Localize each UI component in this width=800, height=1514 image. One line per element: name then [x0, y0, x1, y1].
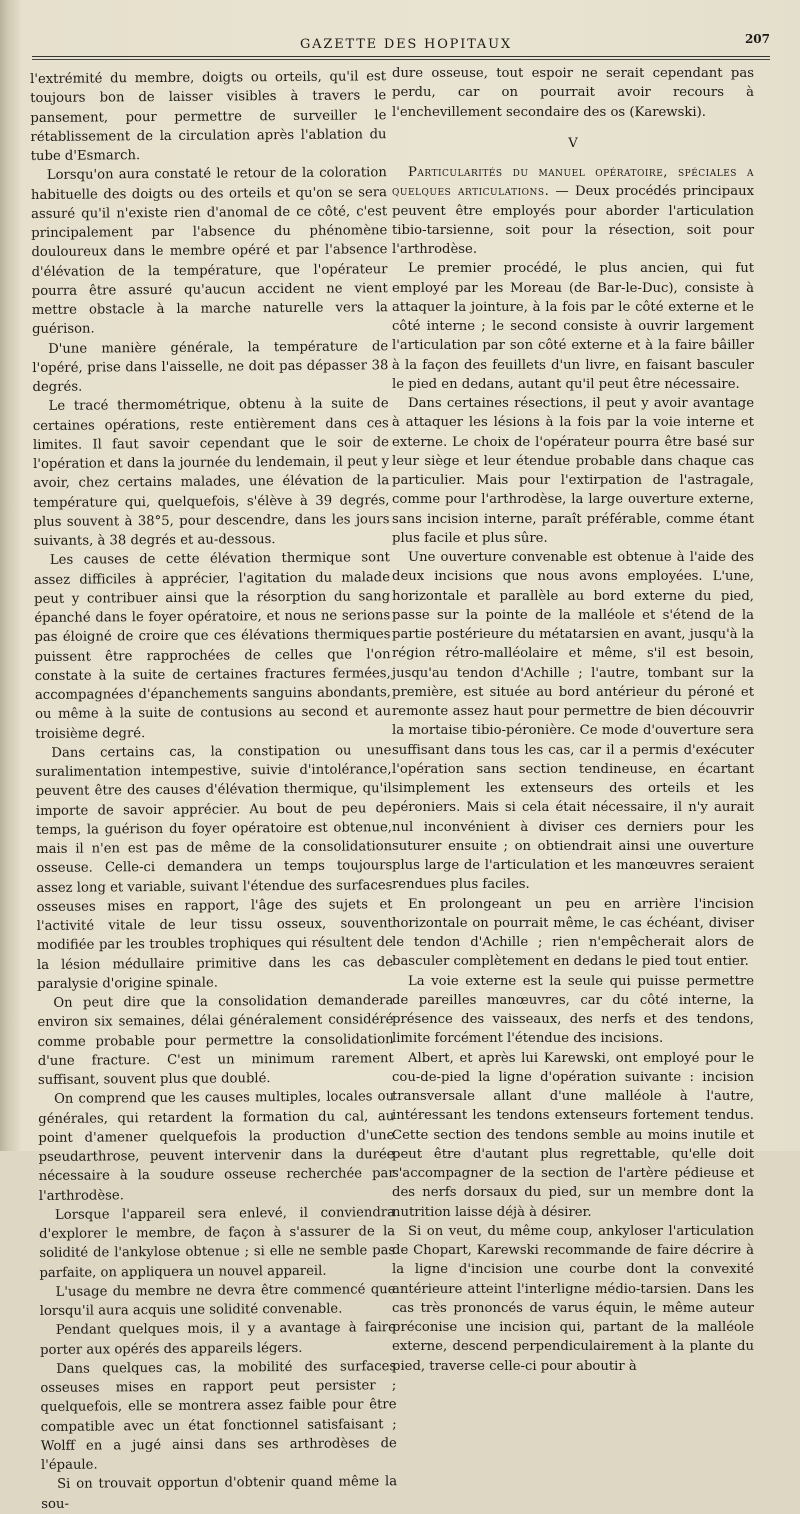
header-rule [32, 56, 770, 57]
paragraph: D'une manière générale, la température de l'opéré, prise dans l'aisselle, ne doit pas dépasser 38 degrés. [32, 338, 389, 395]
section-heading: Particularités du manuel opératoire, spéciales a quelques articulations. [392, 165, 754, 200]
paragraph: On peut dire que la consolidation demandera environ six semaines, délai généralement considéré comme probable pour permettre la consolidation d'une fracture. C'est un minimum rarement suffisant, souvent plus que doublé. [37, 993, 394, 1088]
paragraph: Albert, et après lui Karewski, ont employé pour le cou-de-pied la ligne d'opération suivante : incision transversale allant d'une malléole à l'autre, intéressant les tendons extenseurs fortement tendus. Cette section des tendons semble au moins inutile et peut être d'autant plus regrettable, qu'elle doit s'accompagner de la section de l'artère pédieuse et des nerfs dorsaux du pied, sur un membre dont la nutrition laisse déjà à désirer. [392, 1050, 754, 1220]
paragraph-continuation: dure osseuse, tout espoir ne serait cependant pas perdu, car on pourrait avoir recours à l'enchevillement secondaire des os (Karewski). [392, 66, 754, 120]
paragraph: Une ouverture convenable est obtenue à l'aide des deux incisions que nous avons employées. L'une, horizontale et parallèle au bord externe du pied, passe sur la pointe de la malléole et s'étend de la partie postérieure du métatarsien en avant, jusqu'à la région rétro-malléolaire et même, s'il est besoin, jusqu'au tendon d'Achille ; l'autre, tombant sur la première, est située au bord antérieur du péroné et remonte assez haut pour permettre de bien découvrir la mortaise tibio-péronière. Ce mode d'ouverture sera suffisant dans tous les cas, car il a permis d'exécuter l'opération sans section tendineuse, en écartant simplement les extenseurs des orteils et les péroniers. Mais si cela était nécessaire, il n'y aurait nul inconvénient à diviser ces derniers pour les suturer ensuite ; on obtiendrait ainsi une ouverture plus large de l'articulation et les manœuvres seraient rendues plus faciles. [392, 550, 754, 893]
section-number: V [568, 135, 578, 151]
header-rule-double [32, 59, 770, 60]
paragraph: La voie externe est la seule qui puisse permettre de pareilles manœuvres, car du côté interne, la présence des vaisseaux, des nerfs et des tendons, limite forcément l'étendue des incisions. [392, 973, 754, 1047]
paragraph: Si on trouvait opportun d'obtenir quand même la sou- [41, 1474, 398, 1512]
paragraph: L'usage du membre ne devra être commencé que lorsqu'il aura acquis une solidité convenable. [39, 1281, 396, 1319]
section-paragraph [392, 163, 754, 259]
paragraph: Dans certaines résections, il peut y avoir avantage à attaquer les lésions à la fois par la voie interne et externe. Le choix de l'opérateur pourra être basé sur leur siège et leur étendue probable dans chaque cas particulier. Mais pour l'extirpation de l'astragale, comme pour l'arthrodèse, la large ouverture externe, sans incision interne, paraît préférable, comme étant plus facile et plus sûre. [392, 396, 754, 546]
page-number: 207 [744, 32, 770, 46]
paragraph: Lorsque l'appareil sera enlevé, il conviendra d'explorer le membre, de façon à s'assurer de la solidité de l'ankylose obtenue ; si elle ne semble pas parfaite, on appliquera un nouvel appareil. [39, 1204, 396, 1281]
paragraph: Dans certains cas, la constipation ou une suralimentation intempestive, suivie d'intolérance, peuvent être des causes d'élévation thermique, qu'il importe de savoir apprécier. Au bout de peu de temps, la guérison du foyer opératoire est obtenue, mais il n'en est pas de même de la consolidation osseuse. Celle-ci demandera un temps toujours assez long et variable, suivant l'étendue des surfaces osseuses mises en rapport, l'âge des sujets et l'activité vitale de leur tissu osseux, souvent modifiée par les troubles trophiques qui résultent de la lésion médullaire primitive dans les cas de paralysie d'origine spinale. [35, 742, 394, 992]
paragraph: l'extrémité du membre, doigts ou orteils, qu'il est toujours bon de laisser visibles à travers le pansement, pour permettre de surveiller le rétablissement de la circulation après l'ablation du tube d'Esmarch. [30, 69, 387, 164]
paragraph: Dans quelques cas, la mobilité des surfaces osseuses mises en rapport peut persister ; quelquefois, elle se montrera assez faible pour être compatible avec un état fonctionnel satisfaisant ; Wolff en a jugé ainsi dans ses arthrodèses de l'épaule. [40, 1358, 397, 1473]
running-title: GAZETTE DES HOPITAUX [300, 37, 512, 52]
paragraph: Le premier procédé, le plus ancien, qui fut employé par les Moreau (de Bar-le-Duc), consiste à attaquer la jointure, à la fois par le côté externe et le côté interne ; le second consiste à ouvrir largement l'articulation par son côté externe et à la faire bâiller à la façon des feuillets d'un livre, en faisant basculer le pied en dedans, autant qu'il peut être nécessaire. [392, 261, 754, 392]
paragraph: On comprend que les causes multiples, locales ou générales, qui retardent la formation du cal, au point d'amener quelquefois la production d'une pseudarthrose, peuvent intervenir dans la durée nécessaire à la soudure osseuse recherchée par l'arthrodèse. [38, 1089, 395, 1204]
paragraph: Pendant quelques mois, il y a avantage à faire porter aux opérés des appareils légers. [39, 1320, 396, 1358]
paragraph: Si on veut, du même coup, ankyloser l'articulation de Chopart, Karewski recommande de faire décrire à la ligne d'incision une courbe dont la convexité antérieure atteint l'interligne médio-tarsien. Dans les cas très prononcés de varus équin, le même auteur préconise une incision qui, partant de la malléole externe, descend perpendiculairement à la plante du pied, traverse celle-ci pour aboutir à [392, 1223, 754, 1374]
paragraph: Lorsqu'on aura constaté le retour de la coloration habituelle des doigts ou des orteils et qu'on se sera assuré qu'il n'existe rien d'anomal de ce côté, c'est principalement par l'absence du phénomène douloureux dans le membre opéré et par l'absence d'élévation de la température, que l'opérateur pourra être assuré qu'aucun accident ne vient mettre obstacle à la marche naturelle vers la guérison. [30, 165, 388, 338]
page-header [70, 32, 770, 56]
left-column [30, 67, 397, 1514]
paragraph: Le tracé thermométrique, obtenu à la suite de certaines opérations, reste entièrement dans ces limites. Il faut savoir cependant que le soir de l'opération et dans la journée du lendemain, il peut y avoir, chez certains malades, une élévation de la température qui, quelquefois, s'élève à 39 degrés, plus souvent à 38°5, pour descendre, dans les jours suivants, à 38 degrés et au-dessous. [32, 396, 390, 549]
right-column [392, 64, 754, 1376]
paragraph: En prolongeant un peu en arrière l'incision horizontale on pourrait même, le cas échéant, diviser le tendon d'Achille ; rien n'empêcherait alors de basculer complètement en dedans le pied tout entier. [392, 896, 754, 970]
section-heading-text: — Deux procédés principaux peuvent être employés pour aborder l'articulation tibio-tarsienne, soit pour la résection, soit pour l'arthrodèse. [392, 184, 755, 257]
paragraph: Les causes de cette élévation thermique sont assez difficiles à apprécier, l'agitation du malade peut y contribuer ainsi que la résorption du sang épanché dans le foyer opératoire, et nous ne serions pas éloigné de croire que ces élévations thermiques puissent être rapprochées de celles que l'on constate à la suite de certaines fractures fermées, accompagnées d'épanchements sanguins abondants, ou même à la suite de contusions au second et au troisième degré. [33, 550, 392, 742]
